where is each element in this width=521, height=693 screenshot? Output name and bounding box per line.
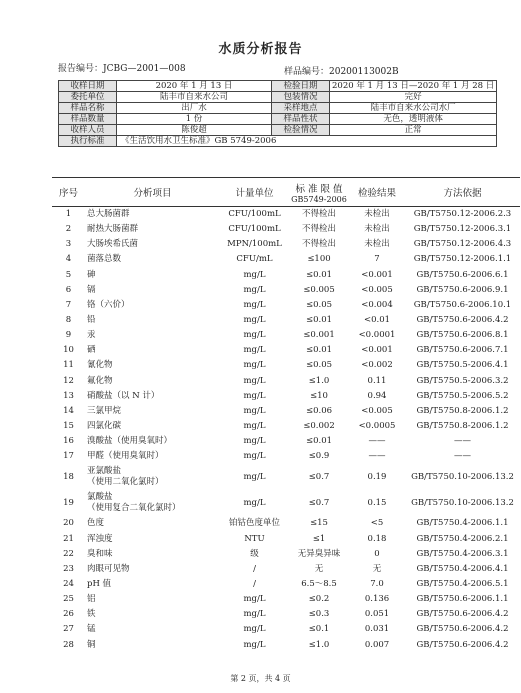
- meta-row: [59, 125, 497, 136]
- table-row: [52, 358, 520, 373]
- analysis-item: pH 值: [87, 579, 112, 590]
- unit-cell: mg/L: [243, 609, 266, 620]
- unit-cell: CFU/100mL: [228, 224, 281, 235]
- limit-header-line1: 标 准 限 值: [295, 183, 343, 195]
- meta-value: 1 份: [117, 114, 272, 125]
- meta-row: [59, 92, 497, 103]
- limit-cell: ≤0.01: [305, 315, 333, 326]
- meta-value: 无色，透明液体: [330, 114, 497, 125]
- table-row: [52, 237, 520, 252]
- table-row: [52, 449, 520, 464]
- limit-cell: ≤0.01: [305, 345, 333, 356]
- analysis-item: 铬（六价）: [87, 299, 130, 310]
- table-row: [52, 607, 520, 622]
- meta-value: 完好: [330, 92, 497, 103]
- row-number: 11: [63, 360, 74, 371]
- method-cell: GB/T5750.5-2006.4.1: [416, 360, 509, 371]
- limit-cell: ≤0.2: [308, 594, 330, 605]
- method-cell: GB/T5750.12-2006.2.3: [413, 209, 512, 220]
- table-row: [52, 592, 520, 607]
- row-number: 14: [63, 405, 74, 416]
- limit-cell: ≤0.05: [305, 299, 333, 310]
- method-cell: GB/T5750.6-2006.6.1: [416, 269, 509, 280]
- result-cell: <0.002: [361, 360, 393, 371]
- row-number: 1: [65, 209, 72, 220]
- meta-row: [59, 81, 497, 92]
- limit-cell: 无异臭异味: [297, 548, 341, 559]
- result-cell: 0.007: [364, 639, 390, 650]
- limit-cell: ≤0.05: [305, 360, 333, 371]
- unit-cell: mg/L: [243, 594, 266, 605]
- meta-value: 《生活饮用水卫生标准》GB 5749-2006: [117, 136, 497, 147]
- table-row: [52, 252, 520, 267]
- result-cell: <0.0001: [358, 330, 396, 341]
- meta-label: 收样人员: [59, 125, 117, 136]
- table-row: [52, 638, 520, 653]
- result-cell: <0.005: [361, 405, 393, 416]
- method-cell: GB/T5750.5-2006.5.2: [416, 390, 509, 401]
- unit-cell: mg/L: [243, 436, 266, 447]
- method-cell: GB/T5750.12-2006.3.1: [413, 224, 512, 235]
- analysis-item-line: （使用二氧化氯时）: [87, 477, 164, 488]
- analysis-item: 甲醛（使用臭氧时）: [87, 451, 164, 462]
- meta-value: 陈俊超: [117, 125, 272, 136]
- analysis-item: 锰: [87, 624, 96, 635]
- analysis-item: [85, 490, 220, 516]
- unit-cell: mg/L: [243, 390, 266, 401]
- result-cell: <0.001: [361, 345, 393, 356]
- method-cell: GB/T5750.5-2006.3.2: [416, 375, 509, 386]
- unit-cell: mg/L: [243, 284, 266, 295]
- method-cell: GB/T5750.6-2006.4.2: [416, 609, 509, 620]
- report-number: 报告编号：JCBG—2001—008: [58, 64, 186, 74]
- unit-cell: mg/L: [243, 624, 266, 635]
- meta-value: 陆丰市自来水公司水厂: [330, 103, 497, 114]
- col-header-result: 检验结果: [349, 178, 405, 207]
- result-cell: 未检出: [364, 239, 390, 250]
- result-cell: 0.11: [367, 375, 387, 386]
- table-row: [52, 419, 520, 434]
- unit-cell: mg/L: [243, 497, 266, 508]
- table-row: [52, 207, 520, 223]
- unit-cell: mg/L: [243, 405, 266, 416]
- meta-value: 2020 年 1 月 13 日—2020 年 1 月 28 日: [330, 81, 497, 92]
- limit-cell: 不得检出: [301, 239, 336, 250]
- page-footer: 第 2 页，共 4 页: [230, 674, 291, 683]
- results-header-row: [52, 178, 520, 207]
- result-cell: 未检出: [364, 209, 390, 220]
- limit-cell: ≤0.06: [305, 405, 333, 416]
- method-cell: GB/T5750.6-2006.4.2: [416, 624, 509, 635]
- row-number: 8: [65, 315, 72, 326]
- row-number: 10: [63, 345, 74, 356]
- result-cell: 0.15: [367, 497, 387, 508]
- meta-label: 委托单位: [59, 92, 117, 103]
- method-cell: GB/T5750.6-2006.10.1: [413, 299, 512, 310]
- method-cell: GB/T5750.8-2006.1.2: [416, 421, 509, 432]
- unit-cell: NTU: [244, 533, 265, 544]
- result-cell: <0.0005: [358, 421, 396, 432]
- result-cell: 无: [372, 563, 382, 574]
- method-cell: GB/T5750.6-2006.8.1: [416, 330, 509, 341]
- row-number: 15: [63, 421, 74, 432]
- method-cell: GB/T5750.12-2006.1.1: [413, 254, 512, 265]
- analysis-item: 溴酸盐（使用臭氧时）: [87, 436, 173, 447]
- analysis-item-line: 亚氯酸盐: [87, 466, 122, 477]
- method-cell: GB/T5750.4-2006.5.1: [416, 579, 509, 590]
- row-number: 20: [63, 518, 74, 529]
- table-row: [52, 389, 520, 404]
- table-row: [52, 464, 520, 490]
- unit-cell: mg/L: [243, 471, 266, 482]
- meta-label: 执行标准: [59, 136, 117, 147]
- analysis-item: 汞: [87, 330, 96, 341]
- limit-cell: 不得检出: [301, 224, 336, 235]
- table-row: [52, 516, 520, 531]
- row-number: 28: [63, 639, 74, 650]
- result-cell: 7: [374, 254, 380, 265]
- method-cell: ——: [454, 436, 471, 447]
- row-number: 16: [63, 436, 74, 447]
- table-row: [52, 434, 520, 449]
- table-row: [52, 532, 520, 547]
- row-number: 19: [63, 497, 74, 508]
- result-cell: <0.005: [361, 284, 393, 295]
- analysis-item: 臭和味: [87, 548, 113, 559]
- unit-cell: mg/L: [243, 421, 266, 432]
- analysis-item: 氟化物: [87, 375, 113, 386]
- limit-cell: ≤0.7: [308, 497, 330, 508]
- table-row: [52, 283, 520, 298]
- meta-value: 陆丰市自来水公司: [117, 92, 272, 103]
- unit-cell: mg/L: [243, 315, 266, 326]
- meta-label: 样品名称: [59, 103, 117, 114]
- col-header-method: 方法依据: [405, 178, 520, 207]
- limit-cell: ≤1.0: [308, 375, 330, 386]
- result-cell: ——: [368, 436, 386, 447]
- limit-cell: ≤0.1: [308, 624, 330, 635]
- method-cell: GB/T5750.4-2006.4.1: [416, 563, 509, 574]
- result-cell: 0.94: [367, 390, 387, 401]
- unit-cell: /: [253, 579, 256, 590]
- meta-label: 检验日期: [272, 81, 330, 92]
- table-row: [52, 562, 520, 577]
- row-number: 22: [63, 548, 74, 559]
- table-row: [52, 268, 520, 283]
- analysis-item-line: （使用复合二氧化氯时）: [87, 503, 181, 514]
- row-number: 25: [63, 594, 74, 605]
- analysis-item: 铁: [87, 609, 96, 620]
- row-number: 13: [63, 390, 74, 401]
- row-number: 2: [65, 224, 72, 235]
- table-row: [52, 298, 520, 313]
- limit-cell: 无: [314, 563, 324, 574]
- result-cell: 0.18: [367, 533, 387, 544]
- meta-row: [59, 114, 497, 125]
- method-cell: GB/T5750.6-2006.4.2: [416, 315, 509, 326]
- table-row: [52, 343, 520, 358]
- col-header-limit: [289, 178, 349, 207]
- meta-label: 收样日期: [59, 81, 117, 92]
- method-cell: GB/T5750.6-2006.9.1: [416, 284, 509, 295]
- table-row: [52, 490, 520, 516]
- unit-cell: mg/L: [243, 345, 266, 356]
- analysis-item: [85, 464, 220, 490]
- method-cell: GB/T5750.4-2006.1.1: [416, 518, 509, 529]
- result-cell: <0.01: [363, 315, 391, 326]
- limit-cell: ≤15: [310, 518, 328, 529]
- analysis-item: 肉眼可见物: [87, 563, 130, 574]
- limit-cell: ≤0.002: [303, 421, 335, 432]
- table-row: [52, 404, 520, 419]
- table-row: [52, 577, 520, 592]
- table-row: [52, 328, 520, 343]
- col-header-item: 分析项目: [85, 178, 220, 207]
- analysis-item-line: 氯酸盐: [87, 492, 113, 503]
- row-number: 5: [65, 269, 72, 280]
- row-number: 12: [63, 375, 74, 386]
- row-number: 23: [63, 563, 74, 574]
- unit-cell: mg/L: [243, 330, 266, 341]
- method-cell: GB/T5750.6-2006.4.2: [416, 639, 509, 650]
- result-cell: <0.004: [361, 299, 393, 310]
- col-header-unit: 计量单位: [220, 178, 289, 207]
- sample-number: 样品编号：20200113002B: [284, 67, 399, 77]
- limit-cell: ≤0.001: [303, 330, 335, 341]
- result-cell: 7.0: [370, 579, 384, 590]
- method-cell: GB/T5750.6-2006.1.1: [416, 594, 509, 605]
- analysis-item: 总大肠菌群: [87, 209, 130, 220]
- analysis-item: 硝酸盐（以 N 计）: [87, 390, 160, 401]
- unit-cell: CFU/100mL: [228, 209, 281, 220]
- table-row: [52, 222, 520, 237]
- row-number: 21: [63, 533, 74, 544]
- method-cell: GB/T5750.12-2006.4.3: [413, 239, 512, 250]
- analysis-item: 铅: [87, 315, 96, 326]
- method-cell: GB/T5750.6-2006.7.1: [416, 345, 509, 356]
- limit-cell: ≤100: [307, 254, 331, 265]
- table-row: [52, 622, 520, 637]
- method-cell: GB/T5750.10-2006.13.2: [411, 471, 514, 482]
- meta-label: 样品数量: [59, 114, 117, 125]
- limit-cell: 不得检出: [301, 209, 336, 220]
- unit-cell: mg/L: [243, 375, 266, 386]
- meta-value: 2020 年 1 月 13 日: [117, 81, 272, 92]
- unit-cell: mg/L: [243, 269, 266, 280]
- limit-cell: ≤0.005: [303, 284, 335, 295]
- method-cell: GB/T5750.4-2006.3.1: [416, 548, 509, 559]
- result-cell: ——: [368, 451, 386, 462]
- analysis-item: 镉: [87, 284, 96, 295]
- row-number: 3: [65, 239, 72, 250]
- meta-value: 正常: [330, 125, 497, 136]
- limit-cell: ≤0.01: [305, 436, 333, 447]
- limit-cell: ≤1: [312, 533, 326, 544]
- analysis-item: 铜: [87, 639, 96, 650]
- table-row: [52, 547, 520, 562]
- row-number: 6: [65, 284, 72, 295]
- row-number: 18: [63, 471, 74, 482]
- analysis-item: 四氯化碳: [87, 421, 122, 432]
- limit-cell: ≤0.3: [308, 609, 330, 620]
- meta-row: [59, 103, 497, 114]
- unit-cell: CFU/mL: [236, 254, 273, 265]
- unit-cell: mg/L: [243, 360, 266, 371]
- unit-cell: mg/L: [243, 299, 266, 310]
- analysis-item: 浑浊度: [87, 533, 113, 544]
- limit-cell: ≤1.0: [308, 639, 330, 650]
- limit-cell: ≤0.01: [305, 269, 333, 280]
- row-number: 17: [63, 451, 74, 462]
- result-cell: <5: [370, 518, 384, 529]
- report-title: 水质分析报告: [218, 42, 303, 57]
- result-cell: 0.19: [367, 471, 387, 482]
- unit-cell: mg/L: [243, 451, 266, 462]
- results-table: [52, 177, 520, 653]
- meta-label: 样品性状: [272, 114, 330, 125]
- limit-cell: ≤0.9: [308, 451, 330, 462]
- meta-label: 检验情况: [272, 125, 330, 136]
- analysis-item: 铝: [87, 594, 96, 605]
- analysis-item: 大肠埃希氏菌: [87, 239, 139, 250]
- unit-cell: 铂钴色度单位: [228, 518, 280, 529]
- limit-cell: ≤0.7: [308, 471, 330, 482]
- meta-label: 采样地点: [272, 103, 330, 114]
- row-number: 4: [65, 254, 72, 265]
- method-cell: ——: [454, 451, 471, 462]
- analysis-item: 菌落总数: [87, 254, 122, 265]
- limit-cell: ≤10: [310, 390, 328, 401]
- method-cell: GB/T5750.4-2006.2.1: [416, 533, 509, 544]
- result-cell: <0.001: [361, 269, 393, 280]
- analysis-item: 色度: [87, 518, 105, 529]
- result-cell: 未检出: [364, 224, 390, 235]
- unit-cell: MPN/100mL: [227, 239, 282, 250]
- method-cell: GB/T5750.8-2006.1.2: [416, 405, 509, 416]
- row-number: 24: [63, 579, 74, 590]
- result-cell: 0.136: [364, 594, 390, 605]
- row-number: 9: [65, 330, 72, 341]
- meta-label: 包装情况: [272, 92, 330, 103]
- table-row: [52, 374, 520, 389]
- row-number: 27: [63, 624, 74, 635]
- limit-header-line2: GB5749-2006: [291, 194, 347, 204]
- meta-value: 出厂水: [117, 103, 272, 114]
- sample-info-table: [58, 80, 497, 147]
- unit-cell: mg/L: [243, 639, 266, 650]
- col-header-no: 序号: [52, 178, 85, 207]
- method-cell: GB/T5750.10-2006.13.2: [411, 497, 514, 508]
- limit-cell: 6.5～8.5: [301, 579, 337, 590]
- row-number: 26: [63, 609, 74, 620]
- result-cell: 0.051: [364, 609, 390, 620]
- analysis-item: 砷: [87, 269, 96, 280]
- table-row: [52, 313, 520, 328]
- result-cell: 0.031: [364, 624, 390, 635]
- result-cell: 0: [374, 548, 380, 559]
- analysis-item: 耐热大肠菌群: [87, 224, 139, 235]
- row-number: 7: [65, 299, 72, 310]
- unit-cell: 级: [250, 548, 259, 559]
- meta-row: [59, 136, 497, 147]
- analysis-item: 硒: [87, 345, 96, 356]
- analysis-item: 氰化物: [87, 360, 113, 371]
- unit-cell: /: [253, 563, 256, 574]
- analysis-item: 三氯甲烷: [87, 405, 122, 416]
